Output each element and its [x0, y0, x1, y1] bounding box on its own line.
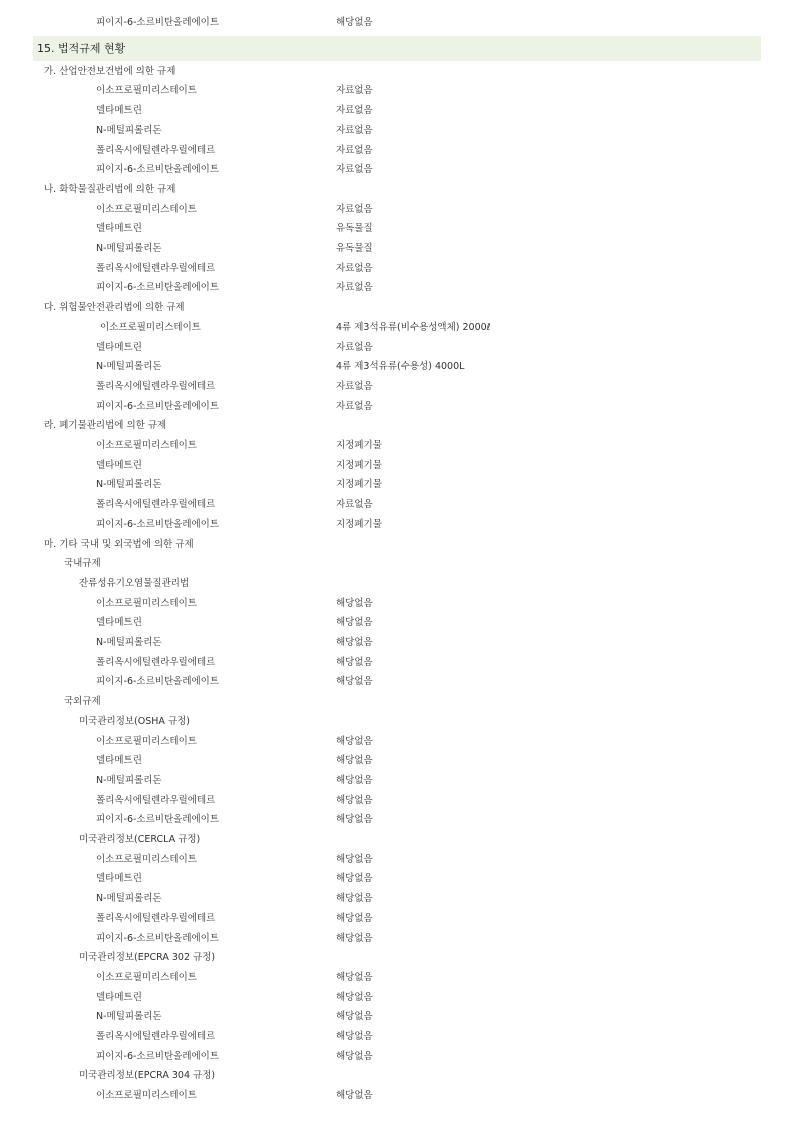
- regulation-value: 해당없음: [336, 597, 373, 609]
- substance-row: [0, 279, 794, 297]
- substance-name: 이소프로필미리스테이트: [96, 440, 197, 451]
- substance-name: N-메틸피롤리돈: [96, 893, 162, 905]
- group-heading: 나. 화학물질관리법에 의한 규제: [44, 183, 176, 195]
- substance-name: 피이지-6-소르비탄올레에이트: [96, 17, 220, 28]
- substance-name: 델타메트린: [96, 223, 142, 235]
- substance-row: [0, 14, 794, 32]
- substance-row: [0, 851, 794, 869]
- substance-row: [0, 437, 794, 455]
- substance-row: [0, 989, 794, 1007]
- regulation-value: 자료없음: [336, 85, 373, 97]
- regulation-value: 해당없음: [336, 735, 373, 747]
- substance-row: [0, 102, 794, 120]
- substance-name: 이소프로필미리스테이트: [96, 971, 197, 983]
- substance-name: 이소프로필미리스테이트: [96, 597, 197, 609]
- substance-row: [0, 240, 794, 258]
- substance-row: [0, 792, 794, 810]
- substance-row: [0, 1087, 794, 1105]
- substance-name: 이소프로필미리스테이트: [96, 853, 197, 865]
- substance-row: [0, 398, 794, 416]
- substance-name: 피이지-6-소르비탄올레에이트: [96, 1050, 220, 1062]
- substance-name: 폴리옥시에틸렌라우릴에테르: [96, 794, 216, 806]
- substance-row: [0, 870, 794, 888]
- regulation-value: 유독물질: [336, 223, 373, 235]
- substance-row: [0, 811, 794, 829]
- group-heading: 마. 기타 국내 및 외국법에 의한 규제: [44, 538, 194, 550]
- substance-row: [0, 201, 794, 219]
- substance-name: N-메틸피롤리돈: [96, 774, 162, 786]
- law-title-row: [0, 949, 794, 967]
- regulation-value: 자료없음: [336, 105, 373, 117]
- substance-row: [0, 772, 794, 790]
- substance-row: [0, 614, 794, 632]
- substance-name: 폴리옥시에틸렌라우릴에테르: [96, 912, 216, 924]
- substance-name: N-메틸피롤리돈: [96, 243, 162, 254]
- regulation-value: 해당없음: [336, 1011, 373, 1023]
- substance-name: 델타메트린: [96, 617, 142, 629]
- regulation-value: 지정폐기물: [336, 459, 382, 471]
- substance-name: 델타메트린: [96, 755, 142, 767]
- substance-row: [0, 1048, 794, 1066]
- regulation-value: 해당없음: [336, 637, 373, 648]
- substance-row: [0, 733, 794, 751]
- law-title: 잔류성유기오염물질관리법: [79, 577, 190, 589]
- jurisdiction-label-row: [0, 693, 794, 711]
- regulation-value: 해당없음: [336, 17, 373, 28]
- regulation-value: 해당없음: [336, 932, 373, 944]
- substance-row: [0, 457, 794, 475]
- substance-name: 이소프로필미리스테이트: [96, 85, 197, 97]
- substance-name: 폴리옥시에틸렌라우릴에테르: [96, 144, 216, 156]
- law-title-row: [0, 831, 794, 849]
- law-title-row: [0, 1067, 794, 1085]
- law-title: 미국관리정보(EPCRA 304 규정): [79, 1070, 216, 1082]
- regulation-value: 해당없음: [336, 1031, 373, 1042]
- regulation-value: 지정폐기물: [336, 518, 382, 530]
- substance-row: [0, 496, 794, 514]
- substance-name: N-메틸피롤리돈: [96, 124, 162, 136]
- law-title: 미국관리정보(CERCLA 규정): [79, 834, 201, 845]
- substance-row: [0, 516, 794, 534]
- substance-name: 델타메트린: [96, 459, 142, 471]
- substance-name: 델타메트린: [96, 341, 142, 353]
- substance-row: [0, 673, 794, 691]
- regulation-value: 자료없음: [336, 262, 373, 274]
- substance-row: [0, 1028, 794, 1046]
- section-header: [33, 36, 761, 61]
- substance-name: N-메틸피롤리돈: [96, 637, 162, 648]
- substance-name: N-메틸피롤리돈: [96, 479, 162, 491]
- jurisdiction-label: 국외규제: [64, 696, 101, 708]
- regulation-value: 해당없음: [336, 774, 373, 786]
- substance-name: 폴리옥시에틸렌라우릴에테르: [96, 656, 216, 668]
- substance-row: [0, 260, 794, 278]
- substance-row: [0, 1008, 794, 1026]
- substance-row: [0, 220, 794, 238]
- regulation-value: 해당없음: [336, 912, 373, 924]
- regulation-value: 자료없음: [336, 380, 373, 392]
- regulation-value: 해당없음: [336, 676, 373, 688]
- regulation-value: 자료없음: [336, 124, 373, 136]
- substance-name: 피이지-6-소르비탄올레에이트: [96, 676, 220, 688]
- substance-name: N-메틸피롤리돈: [96, 1011, 162, 1023]
- regulation-value: 지정폐기물: [336, 440, 382, 451]
- regulation-value: 해당없음: [336, 814, 373, 826]
- substance-name: N-메틸피롤리돈: [96, 361, 162, 373]
- regulation-value: 자료없음: [336, 203, 373, 215]
- group-heading-row: [0, 181, 794, 199]
- substance-name: 델타메트린: [96, 105, 142, 117]
- regulation-value: 해당없음: [336, 893, 373, 905]
- group-heading-row: [0, 417, 794, 435]
- regulation-value: 4류 제3석유류(수용성) 4000L: [336, 361, 465, 373]
- substance-name: 델타메트린: [96, 873, 142, 885]
- substance-name: 이소프로필미리스테이트: [100, 321, 201, 333]
- substance-row: [0, 82, 794, 100]
- group-heading-row: [0, 536, 794, 554]
- section-title: 15. 법적규제 현황: [37, 41, 126, 55]
- regulation-value: 유독물질: [336, 243, 373, 254]
- regulation-value: 자료없음: [336, 164, 373, 176]
- law-title-row: [0, 575, 794, 593]
- substance-row: [0, 890, 794, 908]
- jurisdiction-label-row: [0, 555, 794, 573]
- substance-name: 폴리옥시에틸렌라우릴에테르: [96, 1031, 216, 1042]
- substance-name: 피이지-6-소르비탄올레에이트: [96, 932, 220, 944]
- substance-row: [0, 358, 794, 376]
- regulation-value: 해당없음: [336, 656, 373, 668]
- regulation-value: 해당없음: [336, 794, 373, 806]
- regulation-value: 지정폐기물: [336, 479, 382, 491]
- substance-name: 피이지-6-소르비탄올레에이트: [96, 282, 220, 294]
- substance-name: 이소프로필미리스테이트: [96, 735, 197, 747]
- substance-row: [0, 476, 794, 494]
- substance-row: [0, 654, 794, 672]
- substance-row: [0, 930, 794, 948]
- regulation-value: 해당없음: [336, 1050, 373, 1062]
- substance-row: [0, 910, 794, 928]
- group-heading-row: [0, 299, 794, 317]
- group-heading: 라. 폐기물관리법에 의한 규제: [44, 420, 167, 432]
- regulation-value: 자료없음: [336, 400, 373, 412]
- substance-name: 폴리옥시에틸렌라우릴에테르: [96, 499, 216, 511]
- regulation-value: 해당없음: [336, 1090, 373, 1102]
- substance-name: 피이지-6-소르비탄올레에이트: [96, 164, 220, 176]
- substance-name: 피이지-6-소르비탄올레에이트: [96, 518, 220, 530]
- regulation-value: 해당없음: [336, 971, 373, 983]
- regulation-value: 자료없음: [336, 282, 373, 294]
- regulation-value: 자료없음: [336, 341, 373, 353]
- substance-name: 델타메트린: [96, 991, 142, 1003]
- substance-row: [0, 969, 794, 987]
- substance-row: [0, 319, 794, 337]
- substance-name: 이소프로필미리스테이트: [96, 1090, 197, 1102]
- law-title-row: [0, 713, 794, 731]
- substance-row: [0, 161, 794, 179]
- jurisdiction-label: 국내규제: [64, 558, 101, 570]
- group-heading-row: [0, 63, 794, 81]
- regulation-value: 해당없음: [336, 617, 373, 629]
- regulation-value: 자료없음: [336, 144, 373, 156]
- regulation-value: 해당없음: [336, 755, 373, 767]
- substance-name: 이소프로필미리스테이트: [96, 203, 197, 215]
- substance-row: [0, 378, 794, 396]
- group-heading: 가. 산업안전보건법에 의한 규제: [44, 65, 176, 77]
- law-title: 미국관리정보(OSHA 규정): [79, 715, 190, 727]
- group-heading: 다. 위험물안전관리법에 의한 규제: [44, 302, 185, 314]
- regulation-value: 해당없음: [336, 991, 373, 1003]
- substance-row: [0, 634, 794, 652]
- substance-name: 피이지-6-소르비탄올레에이트: [96, 400, 220, 412]
- substance-name: 피이지-6-소르비탄올레에이트: [96, 814, 220, 826]
- substance-row: [0, 595, 794, 613]
- substance-row: [0, 339, 794, 357]
- substance-row: [0, 122, 794, 140]
- substance-name: 폴리옥시에틸렌라우릴에테르: [96, 380, 216, 392]
- substance-row: [0, 142, 794, 160]
- regulation-value: 해당없음: [336, 853, 373, 865]
- regulation-value: 자료없음: [336, 499, 373, 511]
- substance-row: [0, 752, 794, 770]
- regulation-value: 4류 제3석유류(비수용성액체) 2000ℓ: [336, 321, 491, 333]
- substance-name: 폴리옥시에틸렌라우릴에테르: [96, 262, 216, 274]
- law-title: 미국관리정보(EPCRA 302 규정): [79, 952, 216, 964]
- regulation-value: 해당없음: [336, 873, 373, 885]
